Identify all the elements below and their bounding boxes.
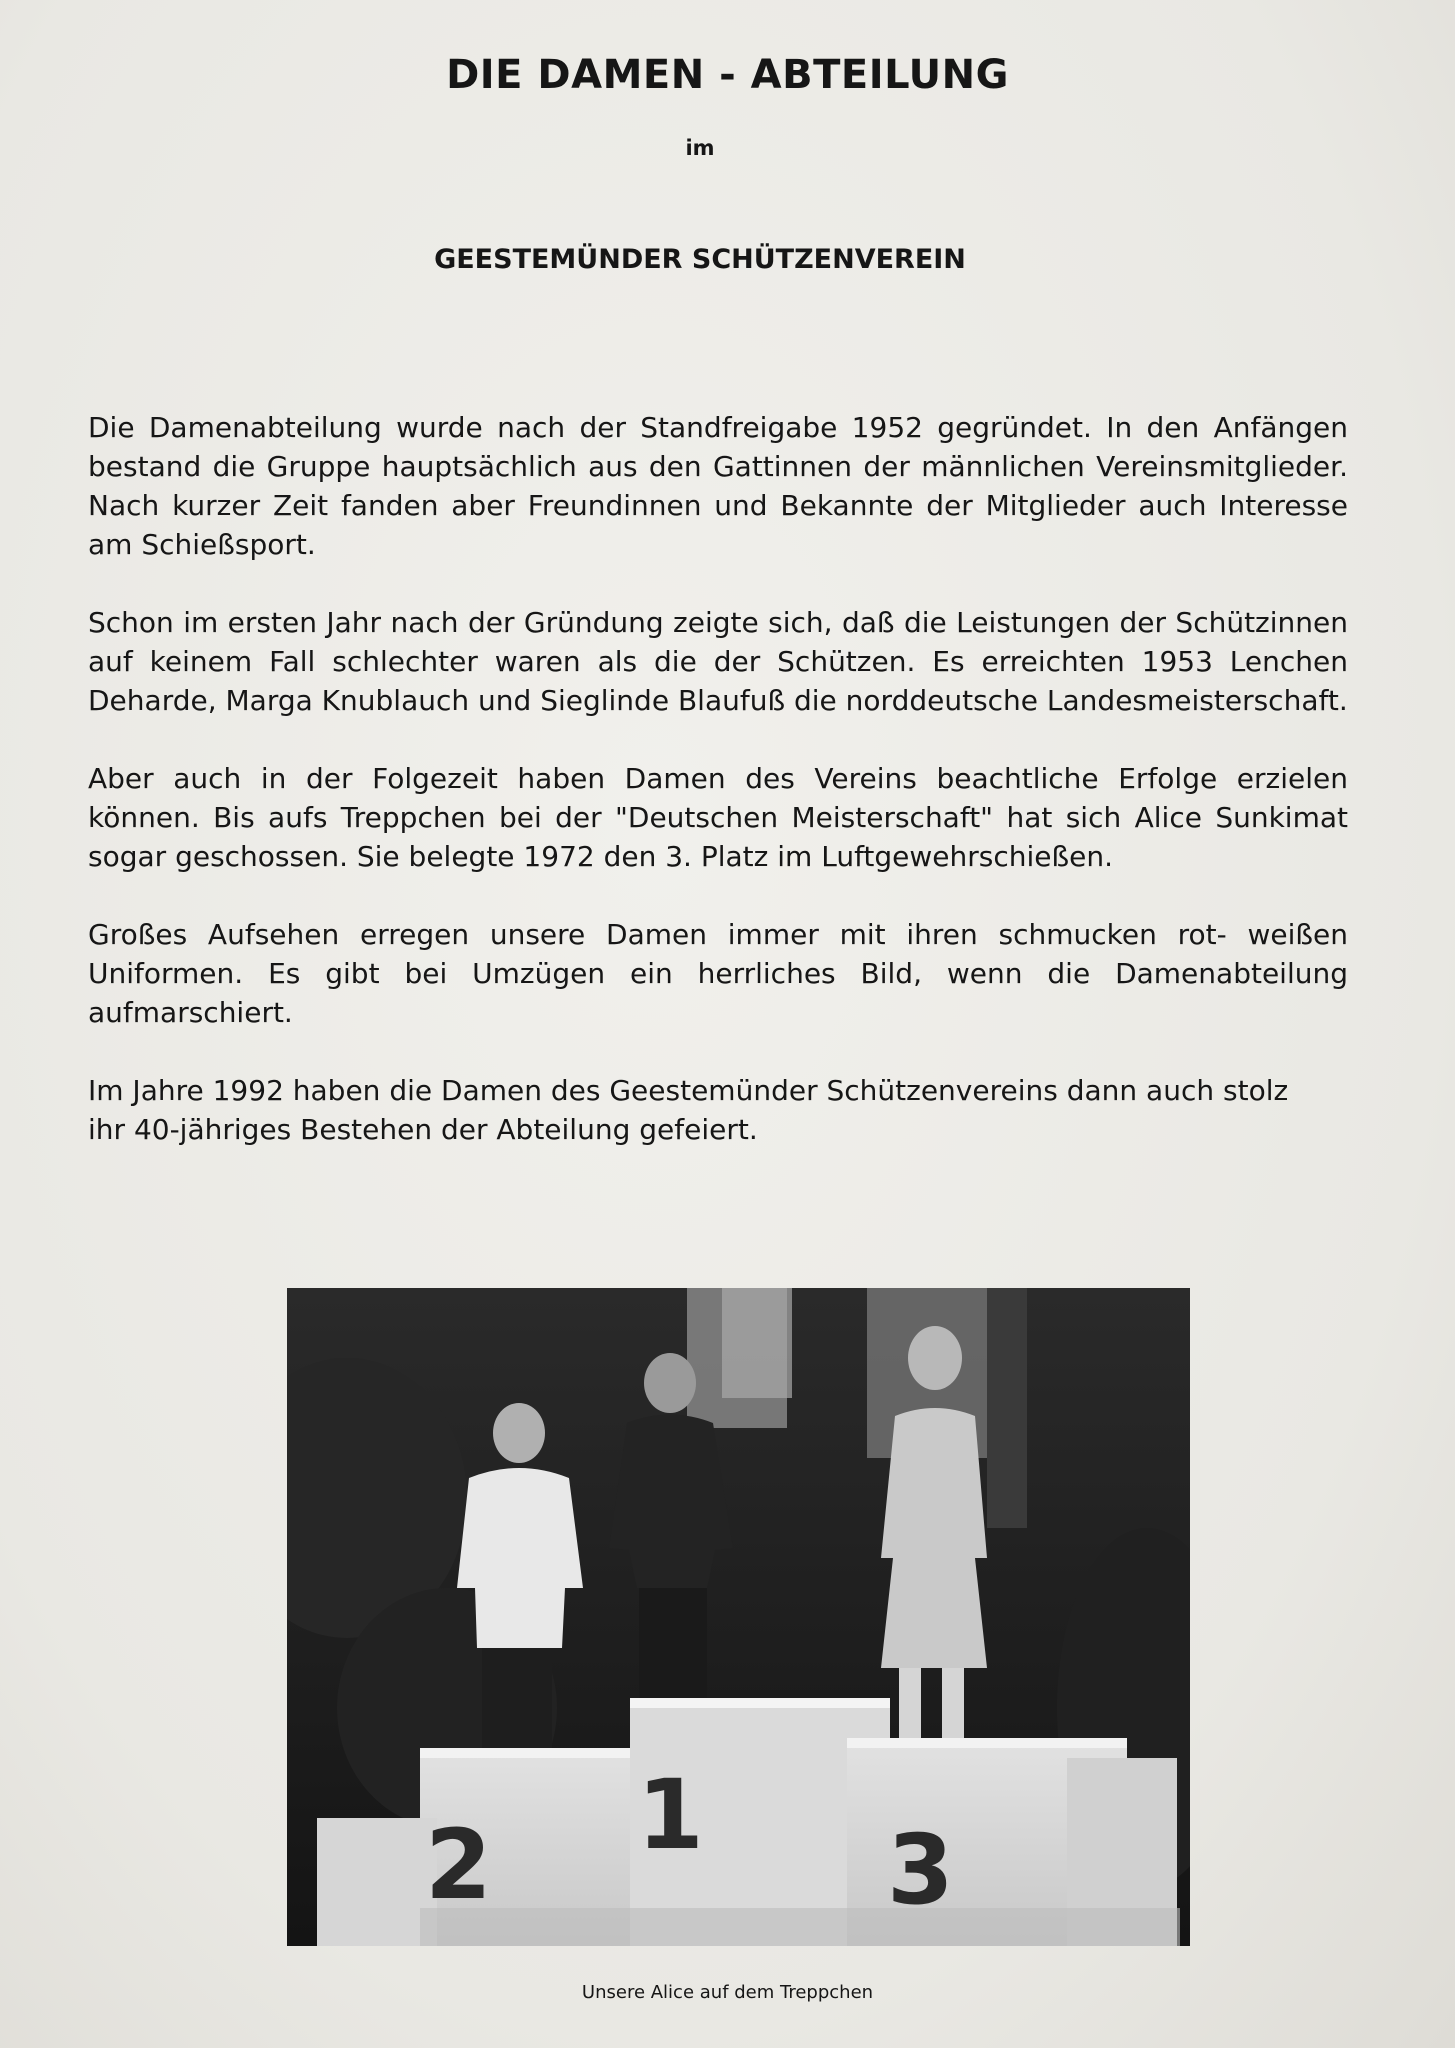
paragraph-uniforms: Großes Aufsehen erregen unsere Damen immer mit ihren schmucken rot- weißen Uniformen. Es gibt bei Umzügen ein herrliches Bild, wenn die Damenabteilung aufmarschiert. bbox=[88, 918, 1348, 1029]
title-connector: im bbox=[685, 136, 715, 160]
paragraph-first-success: Schon im ersten Jahr nach der Gründung zeigte sich, daß die Leistungen der Schützinnen auf keinem Fall schlechter waren als die der Schützen. Es erreichten 1953 Lenchen Deharde, Marga Knublauch und Sieglinde Blaufuß die norddeutsche Landesmeisterschaft. bbox=[88, 606, 1348, 717]
page-subtitle: GEESTEMÜNDER SCHÜTZENVEREIN bbox=[434, 244, 966, 275]
photo-caption: Unsere Alice auf dem Treppchen bbox=[581, 1982, 874, 2003]
podium-number-first: 1 bbox=[637, 1759, 704, 1871]
paragraph-anniversary: Im Jahre 1992 haben die Damen des Geestemünder Schützenvereins dann auch stolz ihr 40-jähriges Bestehen der Abteilung gefeiert. bbox=[88, 1074, 1289, 1146]
podium-number-second: 2 bbox=[425, 1809, 492, 1921]
podium-photo bbox=[287, 1288, 1190, 1946]
paragraph-founding: Die Damenabteilung wurde nach der Standfreigabe 1952 gegründet. In den Anfängen bestand die Gruppe hauptsächlich aus den Gattinnen der männlichen Vereinsmitglieder. Nach kurzer Zeit fanden aber Freundinnen und Bekannte der Mitglieder auch Interesse am Schießsport. bbox=[88, 411, 1348, 561]
body-text bbox=[88, 408, 1348, 1188]
podium-photo-illustration bbox=[287, 1288, 1190, 1946]
podium-number-third: 3 bbox=[887, 1814, 954, 1926]
page-title: DIE DAMEN - ABTEILUNG bbox=[446, 52, 1009, 98]
paragraph-later-success: Aber auch in der Folgezeit haben Damen des Vereins beachtliche Erfolge erzielen können. Bis aufs Treppchen bei der "Deutschen Meisterschaft" hat sich Alice Sunkimat sogar geschossen. Sie belegte 1972 den 3. Platz im Luftgewehrschießen. bbox=[88, 762, 1348, 873]
